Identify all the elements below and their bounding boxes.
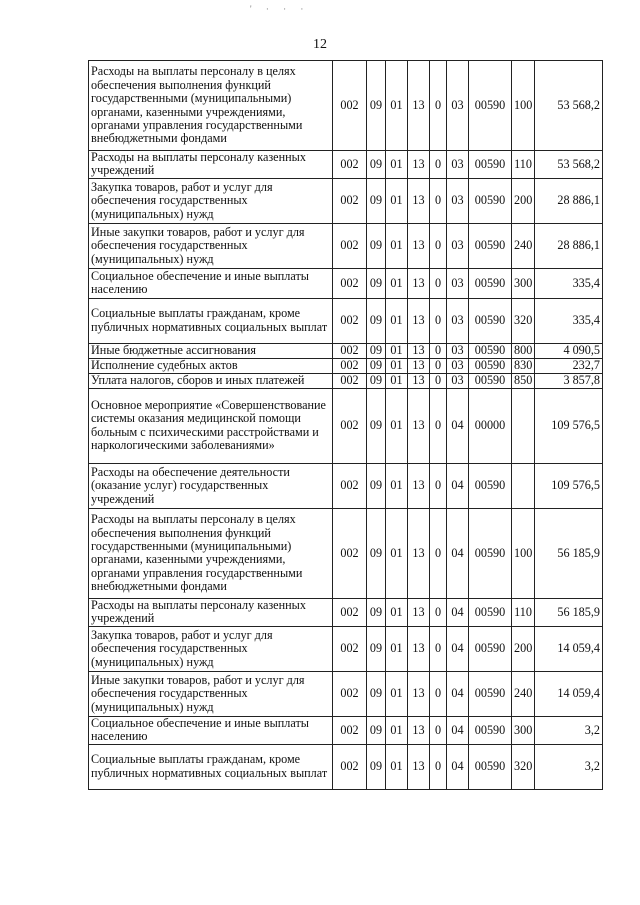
row-name-cell: Расходы на выплаты персоналу в целях обеспечения выполнения функций государственными (муниципальными) органами, казенными учреждениями, органами управления государственными внебюджетными фондами [89,508,333,598]
section-code-cell: 09 [367,358,386,373]
direction-code-cell: 00590 [469,268,512,298]
table-row [89,508,603,598]
admin-code-cell: 002 [333,463,367,508]
program-code-cell: 13 [408,223,430,268]
subprogram-code-cell: 0 [430,178,447,223]
section-code-cell: 09 [367,671,386,716]
table-body [89,61,603,790]
admin-code-cell: 002 [333,268,367,298]
budget-table [88,60,603,790]
expense-type-code-cell [512,463,535,508]
activity-code-cell: 03 [447,223,469,268]
amount-cell: 109 576,5 [535,388,603,463]
direction-code-cell: 00590 [469,61,512,151]
subprogram-code-cell: 0 [430,716,447,744]
row-name-cell: Уплата налогов, сборов и иных платежей [89,373,333,388]
subprogram-code-cell: 0 [430,343,447,358]
subprogram-code-cell: 0 [430,671,447,716]
row-name-cell: Социальные выплаты гражданам, кроме публичных нормативных социальных выплат [89,298,333,343]
subprogram-code-cell: 0 [430,388,447,463]
amount-cell: 28 886,1 [535,223,603,268]
expense-type-code-cell: 300 [512,268,535,298]
amount-cell: 335,4 [535,298,603,343]
subsection-code-cell: 01 [386,388,408,463]
table-row [89,223,603,268]
section-code-cell: 09 [367,508,386,598]
table-row [89,373,603,388]
activity-code-cell: 03 [447,268,469,298]
subsection-code-cell: 01 [386,671,408,716]
direction-code-cell: 00590 [469,373,512,388]
expense-type-code-cell: 300 [512,716,535,744]
row-name-cell: Расходы на выплаты персоналу в целях обеспечения выполнения функций государственными (муниципальными) органами, казенными учреждениями, органами управления государственными внебюджетными фондами [89,61,333,151]
expense-type-code-cell: 110 [512,598,535,626]
direction-code-cell: 00590 [469,343,512,358]
activity-code-cell: 04 [447,671,469,716]
amount-cell: 335,4 [535,268,603,298]
subprogram-code-cell: 0 [430,223,447,268]
scan-marks: ' · · · [250,4,310,14]
section-code-cell: 09 [367,178,386,223]
table-row [89,268,603,298]
amount-cell: 56 185,9 [535,598,603,626]
expense-type-code-cell: 240 [512,223,535,268]
amount-cell: 53 568,2 [535,61,603,151]
expense-type-code-cell: 800 [512,343,535,358]
direction-code-cell: 00590 [469,508,512,598]
expense-type-code-cell [512,388,535,463]
row-name-cell: Расходы на обеспечение деятельности (оказание услуг) государственных учреждений [89,463,333,508]
program-code-cell: 13 [408,178,430,223]
direction-code-cell: 00590 [469,463,512,508]
subsection-code-cell: 01 [386,151,408,179]
table-row [89,358,603,373]
admin-code-cell: 002 [333,151,367,179]
subsection-code-cell: 01 [386,463,408,508]
subsection-code-cell: 01 [386,744,408,789]
expense-type-code-cell: 850 [512,373,535,388]
admin-code-cell: 002 [333,61,367,151]
direction-code-cell: 00000 [469,388,512,463]
section-code-cell: 09 [367,298,386,343]
amount-cell: 28 886,1 [535,178,603,223]
subprogram-code-cell: 0 [430,744,447,789]
row-name-cell: Социальное обеспечение и иные выплаты населению [89,716,333,744]
activity-code-cell: 03 [447,358,469,373]
direction-code-cell: 00590 [469,716,512,744]
table-row [89,744,603,789]
activity-code-cell: 03 [447,298,469,343]
row-name-cell: Закупка товаров, работ и услуг для обеспечения государственных (муниципальных) нужд [89,178,333,223]
program-code-cell: 13 [408,358,430,373]
row-name-cell: Иные закупки товаров, работ и услуг для обеспечения государственных (муниципальных) нужд [89,223,333,268]
activity-code-cell: 04 [447,626,469,671]
table-row [89,598,603,626]
admin-code-cell: 002 [333,598,367,626]
row-name-cell: Расходы на выплаты персоналу казенных учреждений [89,598,333,626]
table-row [89,671,603,716]
admin-code-cell: 002 [333,358,367,373]
subsection-code-cell: 01 [386,598,408,626]
subprogram-code-cell: 0 [430,373,447,388]
row-name-cell: Социальное обеспечение и иные выплаты населению [89,268,333,298]
section-code-cell: 09 [367,463,386,508]
subprogram-code-cell: 0 [430,268,447,298]
direction-code-cell: 00590 [469,598,512,626]
direction-code-cell: 00590 [469,744,512,789]
admin-code-cell: 002 [333,223,367,268]
activity-code-cell: 04 [447,598,469,626]
subsection-code-cell: 01 [386,268,408,298]
row-name-cell: Иные закупки товаров, работ и услуг для обеспечения государственных (муниципальных) нужд [89,671,333,716]
admin-code-cell: 002 [333,343,367,358]
row-name-cell: Иные бюджетные ассигнования [89,343,333,358]
admin-code-cell: 002 [333,508,367,598]
direction-code-cell: 00590 [469,671,512,716]
amount-cell: 232,7 [535,358,603,373]
program-code-cell: 13 [408,626,430,671]
admin-code-cell: 002 [333,716,367,744]
subsection-code-cell: 01 [386,716,408,744]
subsection-code-cell: 01 [386,223,408,268]
amount-cell: 3,2 [535,716,603,744]
expense-type-code-cell: 320 [512,744,535,789]
direction-code-cell: 00590 [469,358,512,373]
section-code-cell: 09 [367,268,386,298]
program-code-cell: 13 [408,151,430,179]
amount-cell: 56 185,9 [535,508,603,598]
program-code-cell: 13 [408,388,430,463]
activity-code-cell: 04 [447,463,469,508]
admin-code-cell: 002 [333,671,367,716]
subsection-code-cell: 01 [386,358,408,373]
subprogram-code-cell: 0 [430,598,447,626]
program-code-cell: 13 [408,598,430,626]
admin-code-cell: 002 [333,178,367,223]
table-row [89,463,603,508]
direction-code-cell: 00590 [469,178,512,223]
admin-code-cell: 002 [333,298,367,343]
admin-code-cell: 002 [333,373,367,388]
program-code-cell: 13 [408,744,430,789]
section-code-cell: 09 [367,61,386,151]
subprogram-code-cell: 0 [430,298,447,343]
amount-cell: 109 576,5 [535,463,603,508]
section-code-cell: 09 [367,343,386,358]
activity-code-cell: 04 [447,388,469,463]
direction-code-cell: 00590 [469,298,512,343]
section-code-cell: 09 [367,598,386,626]
subprogram-code-cell: 0 [430,61,447,151]
table-row [89,626,603,671]
program-code-cell: 13 [408,298,430,343]
section-code-cell: 09 [367,626,386,671]
subsection-code-cell: 01 [386,61,408,151]
program-code-cell: 13 [408,61,430,151]
admin-code-cell: 002 [333,626,367,671]
activity-code-cell: 03 [447,61,469,151]
table-row [89,61,603,151]
amount-cell: 14 059,4 [535,671,603,716]
subsection-code-cell: 01 [386,343,408,358]
expense-type-code-cell: 320 [512,298,535,343]
amount-cell: 3,2 [535,744,603,789]
program-code-cell: 13 [408,373,430,388]
row-name-cell: Социальные выплаты гражданам, кроме публичных нормативных социальных выплат [89,744,333,789]
expense-type-code-cell: 200 [512,626,535,671]
amount-cell: 14 059,4 [535,626,603,671]
activity-code-cell: 04 [447,716,469,744]
direction-code-cell: 00590 [469,223,512,268]
program-code-cell: 13 [408,508,430,598]
program-code-cell: 13 [408,463,430,508]
admin-code-cell: 002 [333,388,367,463]
program-code-cell: 13 [408,343,430,358]
section-code-cell: 09 [367,151,386,179]
admin-code-cell: 002 [333,744,367,789]
activity-code-cell: 03 [447,373,469,388]
subsection-code-cell: 01 [386,508,408,598]
direction-code-cell: 00590 [469,151,512,179]
row-name-cell: Расходы на выплаты персоналу казенных учреждений [89,151,333,179]
page-number: 12 [313,37,327,52]
section-code-cell: 09 [367,744,386,789]
expense-type-code-cell: 200 [512,178,535,223]
subsection-code-cell: 01 [386,298,408,343]
amount-cell: 4 090,5 [535,343,603,358]
activity-code-cell: 03 [447,343,469,358]
table-row [89,298,603,343]
program-code-cell: 13 [408,716,430,744]
expense-type-code-cell: 100 [512,61,535,151]
activity-code-cell: 03 [447,178,469,223]
activity-code-cell: 04 [447,508,469,598]
row-name-cell: Исполнение судебных актов [89,358,333,373]
program-code-cell: 13 [408,268,430,298]
subprogram-code-cell: 0 [430,508,447,598]
subsection-code-cell: 01 [386,626,408,671]
table-row [89,151,603,179]
subprogram-code-cell: 0 [430,151,447,179]
expense-type-code-cell: 830 [512,358,535,373]
activity-code-cell: 03 [447,151,469,179]
section-code-cell: 09 [367,373,386,388]
section-code-cell: 09 [367,223,386,268]
table-row [89,343,603,358]
section-code-cell: 09 [367,716,386,744]
direction-code-cell: 00590 [469,626,512,671]
table-row [89,716,603,744]
amount-cell: 3 857,8 [535,373,603,388]
subprogram-code-cell: 0 [430,358,447,373]
expense-type-code-cell: 110 [512,151,535,179]
table-row [89,388,603,463]
row-name-cell: Основное мероприятие «Совершенствование системы оказания медицинской помощи больным с психическими расстройствами и наркологическими заболеваниями» [89,388,333,463]
row-name-cell: Закупка товаров, работ и услуг для обеспечения государственных (муниципальных) нужд [89,626,333,671]
subprogram-code-cell: 0 [430,463,447,508]
subsection-code-cell: 01 [386,373,408,388]
subprogram-code-cell: 0 [430,626,447,671]
amount-cell: 53 568,2 [535,151,603,179]
expense-type-code-cell: 240 [512,671,535,716]
table-row [89,178,603,223]
subsection-code-cell: 01 [386,178,408,223]
expense-type-code-cell: 100 [512,508,535,598]
program-code-cell: 13 [408,671,430,716]
activity-code-cell: 04 [447,744,469,789]
section-code-cell: 09 [367,388,386,463]
